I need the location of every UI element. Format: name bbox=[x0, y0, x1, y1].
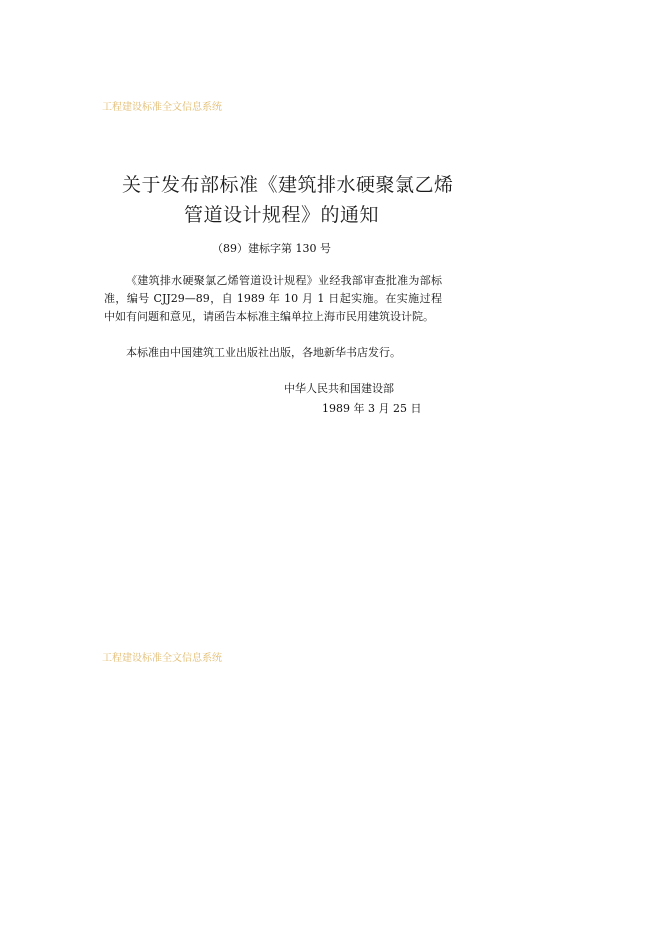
notice-title-line-1: 关于发布部标准《建筑排水硬聚氯乙烯 bbox=[122, 174, 454, 196]
body-paragraph-1: 《建筑排水硬聚氯乙烯管道设计规程》业经我部审查批准为部标准，编号 CJJ29—89，自 1989 年 10 月 1 日起实施。在实施过程中如有问题和意见，请函告本标准主编单拉上海市民用建筑设计院。 bbox=[104, 274, 442, 323]
body-paragraph-2: 本标准由中国建筑工业出版社出版，各地新华书店发行。 bbox=[126, 346, 401, 359]
issue-date: 1989 年 3 月 25 日 bbox=[322, 402, 422, 415]
issuing-authority: 中华人民共和国建设部 bbox=[284, 382, 394, 395]
document-number: （89）建标字第 130 号 bbox=[212, 242, 331, 255]
notice-title-line-2: 管道设计规程》的通知 bbox=[184, 204, 380, 226]
watermark-top: 工程建设标准全文信息系统 bbox=[102, 102, 222, 113]
watermark-bottom: 工程建设标准全文信息系统 bbox=[102, 653, 222, 664]
